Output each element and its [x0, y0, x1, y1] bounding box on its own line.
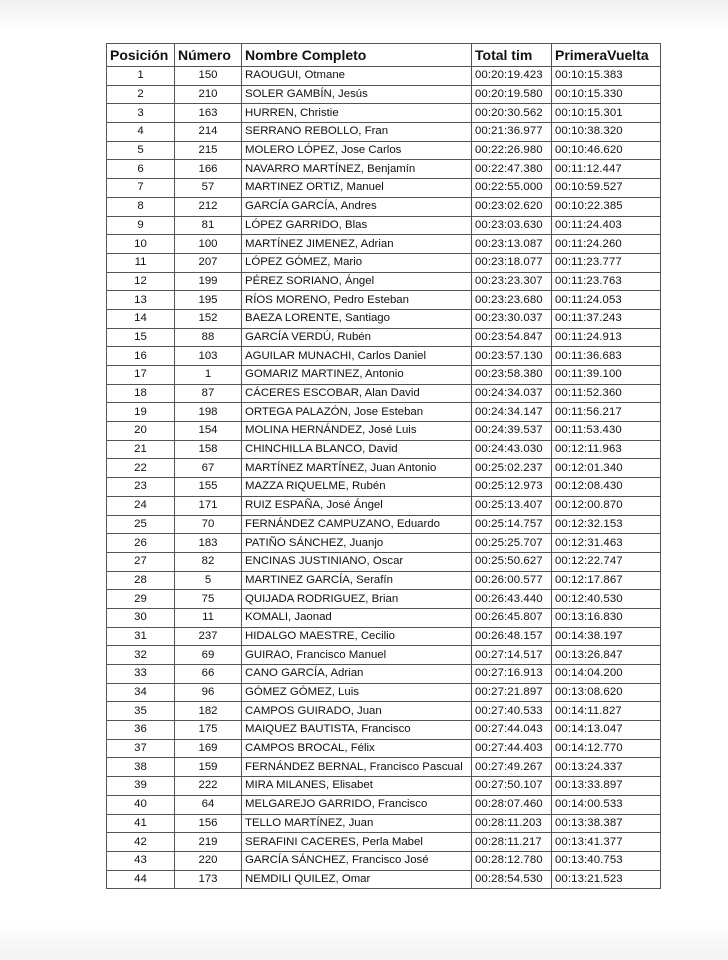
table-row: [107, 833, 661, 852]
name-cell: MARTÍNEZ MARTÍNEZ, Juan Antonio: [242, 459, 472, 478]
position-cell: 36: [107, 721, 175, 740]
number-cell: 75: [175, 590, 242, 609]
number-cell: 152: [175, 309, 242, 328]
total-time-cell: 00:22:26.980: [472, 141, 552, 160]
total-time-cell: 00:23:13.087: [472, 235, 552, 254]
total-time-cell: 00:25:13.407: [472, 496, 552, 515]
total-time-cell: 00:28:12.780: [472, 851, 552, 870]
first-lap-cell: 00:10:22.385: [552, 197, 661, 216]
position-cell: 43: [107, 851, 175, 870]
name-cell: MELGAREJO GARRIDO, Francisco: [242, 795, 472, 814]
number-cell: 171: [175, 496, 242, 515]
table-row: [107, 197, 661, 216]
name-cell: MAZZA RIQUELME, Rubén: [242, 478, 472, 497]
position-cell: 4: [107, 123, 175, 142]
name-cell: NAVARRO MARTÍNEZ, Benjamín: [242, 160, 472, 179]
total-time-cell: 00:28:11.203: [472, 814, 552, 833]
number-cell: 220: [175, 851, 242, 870]
total-time-cell: 00:24:39.537: [472, 422, 552, 441]
table-row: [107, 347, 661, 366]
number-cell: 158: [175, 440, 242, 459]
number-cell: 169: [175, 739, 242, 758]
first-lap-cell: 00:10:15.301: [552, 104, 661, 123]
table-row: [107, 515, 661, 534]
number-cell: 207: [175, 253, 242, 272]
first-lap-cell: 00:11:24.403: [552, 216, 661, 235]
first-lap-cell: 00:12:32.153: [552, 515, 661, 534]
name-cell: MIRA MILANES, Elisabet: [242, 777, 472, 796]
first-lap-cell: 00:12:08.430: [552, 478, 661, 497]
table-row: [107, 123, 661, 142]
number-cell: 11: [175, 608, 242, 627]
total-time-cell: 00:26:48.157: [472, 627, 552, 646]
first-lap-cell: 00:13:08.620: [552, 683, 661, 702]
number-cell: 199: [175, 272, 242, 291]
position-cell: 38: [107, 758, 175, 777]
position-cell: 29: [107, 590, 175, 609]
total-time-cell: 00:23:18.077: [472, 253, 552, 272]
first-lap-cell: 00:12:17.867: [552, 571, 661, 590]
total-time-cell: 00:20:19.423: [472, 67, 552, 86]
position-cell: 40: [107, 795, 175, 814]
position-cell: 14: [107, 309, 175, 328]
number-cell: 155: [175, 478, 242, 497]
name-cell: RÍOS MORENO, Pedro Esteban: [242, 291, 472, 310]
first-lap-cell: 00:11:24.913: [552, 328, 661, 347]
first-lap-cell: 00:13:38.387: [552, 814, 661, 833]
position-cell: 32: [107, 646, 175, 665]
total-time-cell: 00:23:54.847: [472, 328, 552, 347]
name-cell: GARCÍA SÁNCHEZ, Francisco José: [242, 851, 472, 870]
table-row: [107, 627, 661, 646]
number-cell: 237: [175, 627, 242, 646]
total-time-cell: 00:27:49.267: [472, 758, 552, 777]
number-cell: 156: [175, 814, 242, 833]
position-cell: 9: [107, 216, 175, 235]
first-lap-cell: 00:10:38.320: [552, 123, 661, 142]
number-cell: 5: [175, 571, 242, 590]
table-row: [107, 309, 661, 328]
name-cell: CAMPOS GUIRADO, Juan: [242, 702, 472, 721]
total-time-cell: 00:25:50.627: [472, 552, 552, 571]
name-cell: CÁCERES ESCOBAR, Alan David: [242, 384, 472, 403]
number-cell: 103: [175, 347, 242, 366]
table-row: [107, 67, 661, 86]
position-cell: 3: [107, 104, 175, 123]
table-row: [107, 496, 661, 515]
number-cell: 66: [175, 665, 242, 684]
header-first-lap: PrimeraVuelta: [552, 44, 661, 67]
name-cell: SERAFINI CACERES, Perla Mabel: [242, 833, 472, 852]
total-time-cell: 00:23:23.307: [472, 272, 552, 291]
position-cell: 18: [107, 384, 175, 403]
number-cell: 70: [175, 515, 242, 534]
total-time-cell: 00:25:12.973: [472, 478, 552, 497]
first-lap-cell: 00:11:56.217: [552, 403, 661, 422]
name-cell: MARTINEZ ORTIZ, Manuel: [242, 179, 472, 198]
name-cell: HURREN, Christie: [242, 104, 472, 123]
position-cell: 21: [107, 440, 175, 459]
first-lap-cell: 00:14:11.827: [552, 702, 661, 721]
position-cell: 42: [107, 833, 175, 852]
table-row: [107, 721, 661, 740]
name-cell: TELLO MARTÍNEZ, Juan: [242, 814, 472, 833]
table-row: [107, 758, 661, 777]
position-cell: 31: [107, 627, 175, 646]
first-lap-cell: 00:11:23.763: [552, 272, 661, 291]
number-cell: 163: [175, 104, 242, 123]
table-row: [107, 291, 661, 310]
results-table-header: [107, 44, 661, 67]
number-cell: 67: [175, 459, 242, 478]
first-lap-cell: 00:12:22.747: [552, 552, 661, 571]
total-time-cell: 00:23:23.680: [472, 291, 552, 310]
number-cell: 1: [175, 366, 242, 385]
total-time-cell: 00:21:36.977: [472, 123, 552, 142]
position-cell: 27: [107, 552, 175, 571]
total-time-cell: 00:23:30.037: [472, 309, 552, 328]
first-lap-cell: 00:11:12.447: [552, 160, 661, 179]
total-time-cell: 00:25:25.707: [472, 534, 552, 553]
name-cell: GÓMEZ GÓMEZ, Luis: [242, 683, 472, 702]
number-cell: 150: [175, 67, 242, 86]
name-cell: RAOUGUI, Otmane: [242, 67, 472, 86]
name-cell: LÓPEZ GÓMEZ, Mario: [242, 253, 472, 272]
results-table: [106, 43, 661, 889]
total-time-cell: 00:20:19.580: [472, 85, 552, 104]
position-cell: 41: [107, 814, 175, 833]
number-cell: 57: [175, 179, 242, 198]
table-row: [107, 235, 661, 254]
name-cell: LÓPEZ GARRIDO, Blas: [242, 216, 472, 235]
name-cell: SERRANO REBOLLO, Fran: [242, 123, 472, 142]
table-row: [107, 590, 661, 609]
name-cell: FERNÁNDEZ BERNAL, Francisco Pascual: [242, 758, 472, 777]
number-cell: 82: [175, 552, 242, 571]
table-row: [107, 478, 661, 497]
name-cell: GARCÍA VERDÚ, Rubén: [242, 328, 472, 347]
header-position: Posición: [107, 44, 175, 67]
position-cell: 10: [107, 235, 175, 254]
first-lap-cell: 00:10:59.527: [552, 179, 661, 198]
table-row: [107, 795, 661, 814]
name-cell: PÉREZ SORIANO, Ángel: [242, 272, 472, 291]
first-lap-cell: 00:12:11.963: [552, 440, 661, 459]
first-lap-cell: 00:11:39.100: [552, 366, 661, 385]
number-cell: 195: [175, 291, 242, 310]
header-total-time: Total tim: [472, 44, 552, 67]
name-cell: KOMALI, Jaonad: [242, 608, 472, 627]
total-time-cell: 00:23:02.620: [472, 197, 552, 216]
name-cell: CAMPOS BROCAL, Félix: [242, 739, 472, 758]
results-table-body: [107, 67, 661, 889]
first-lap-cell: 00:11:37.243: [552, 309, 661, 328]
number-cell: 159: [175, 758, 242, 777]
position-cell: 19: [107, 403, 175, 422]
total-time-cell: 00:23:58.380: [472, 366, 552, 385]
position-cell: 1: [107, 67, 175, 86]
number-cell: 210: [175, 85, 242, 104]
number-cell: 100: [175, 235, 242, 254]
position-cell: 12: [107, 272, 175, 291]
name-cell: SOLER GAMBÍN, Jesús: [242, 85, 472, 104]
name-cell: GARCÍA GARCÍA, Andres: [242, 197, 472, 216]
table-row: [107, 366, 661, 385]
table-row: [107, 141, 661, 160]
table-row: [107, 777, 661, 796]
number-cell: 214: [175, 123, 242, 142]
first-lap-cell: 00:10:15.330: [552, 85, 661, 104]
first-lap-cell: 00:12:00.870: [552, 496, 661, 515]
name-cell: CANO GARCÍA, Adrian: [242, 665, 472, 684]
total-time-cell: 00:25:02.237: [472, 459, 552, 478]
position-cell: 25: [107, 515, 175, 534]
total-time-cell: 00:28:54.530: [472, 870, 552, 889]
first-lap-cell: 00:10:15.383: [552, 67, 661, 86]
number-cell: 219: [175, 833, 242, 852]
position-cell: 34: [107, 683, 175, 702]
number-cell: 69: [175, 646, 242, 665]
first-lap-cell: 00:13:40.753: [552, 851, 661, 870]
table-row: [107, 851, 661, 870]
first-lap-cell: 00:12:01.340: [552, 459, 661, 478]
position-cell: 23: [107, 478, 175, 497]
name-cell: GUIRAO, Francisco Manuel: [242, 646, 472, 665]
first-lap-cell: 00:13:21.523: [552, 870, 661, 889]
total-time-cell: 00:24:43.030: [472, 440, 552, 459]
name-cell: ENCINAS JUSTINIANO, Oscar: [242, 552, 472, 571]
total-time-cell: 00:28:11.217: [472, 833, 552, 852]
position-cell: 17: [107, 366, 175, 385]
position-cell: 7: [107, 179, 175, 198]
position-cell: 20: [107, 422, 175, 441]
first-lap-cell: 00:14:13.047: [552, 721, 661, 740]
total-time-cell: 00:26:43.440: [472, 590, 552, 609]
number-cell: 166: [175, 160, 242, 179]
total-time-cell: 00:27:50.107: [472, 777, 552, 796]
table-row: [107, 272, 661, 291]
first-lap-cell: 00:13:26.847: [552, 646, 661, 665]
total-time-cell: 00:23:57.130: [472, 347, 552, 366]
name-cell: NEMDILI QUILEZ, Omar: [242, 870, 472, 889]
table-row: [107, 665, 661, 684]
first-lap-cell: 00:12:40.530: [552, 590, 661, 609]
name-cell: MARTÍNEZ JIMENEZ, Adrian: [242, 235, 472, 254]
position-cell: 33: [107, 665, 175, 684]
total-time-cell: 00:22:47.380: [472, 160, 552, 179]
header-name: Nombre Completo: [242, 44, 472, 67]
position-cell: 35: [107, 702, 175, 721]
total-time-cell: 00:27:21.897: [472, 683, 552, 702]
table-row: [107, 328, 661, 347]
table-row: [107, 179, 661, 198]
total-time-cell: 00:27:16.913: [472, 665, 552, 684]
table-row: [107, 534, 661, 553]
name-cell: MOLINA HERNÁNDEZ, José Luis: [242, 422, 472, 441]
first-lap-cell: 00:14:12.770: [552, 739, 661, 758]
first-lap-cell: 00:11:52.360: [552, 384, 661, 403]
table-row: [107, 571, 661, 590]
first-lap-cell: 00:13:41.377: [552, 833, 661, 852]
number-cell: 198: [175, 403, 242, 422]
position-cell: 13: [107, 291, 175, 310]
number-cell: 64: [175, 795, 242, 814]
name-cell: QUIJADA RODRIGUEZ, Brian: [242, 590, 472, 609]
total-time-cell: 00:28:07.460: [472, 795, 552, 814]
position-cell: 15: [107, 328, 175, 347]
first-lap-cell: 00:10:46.620: [552, 141, 661, 160]
number-cell: 173: [175, 870, 242, 889]
table-row: [107, 459, 661, 478]
position-cell: 39: [107, 777, 175, 796]
number-cell: 175: [175, 721, 242, 740]
first-lap-cell: 00:13:33.897: [552, 777, 661, 796]
position-cell: 24: [107, 496, 175, 515]
position-cell: 16: [107, 347, 175, 366]
name-cell: BAEZA LORENTE, Santiago: [242, 309, 472, 328]
table-row: [107, 403, 661, 422]
total-time-cell: 00:25:14.757: [472, 515, 552, 534]
table-row: [107, 739, 661, 758]
position-cell: 44: [107, 870, 175, 889]
total-time-cell: 00:20:30.562: [472, 104, 552, 123]
first-lap-cell: 00:11:36.683: [552, 347, 661, 366]
position-cell: 8: [107, 197, 175, 216]
table-row: [107, 702, 661, 721]
table-row: [107, 440, 661, 459]
total-time-cell: 00:23:03.630: [472, 216, 552, 235]
total-time-cell: 00:24:34.037: [472, 384, 552, 403]
number-cell: 154: [175, 422, 242, 441]
name-cell: MAIQUEZ BAUTISTA, Francisco: [242, 721, 472, 740]
table-row: [107, 216, 661, 235]
name-cell: AGUILAR MUNACHI, Carlos Daniel: [242, 347, 472, 366]
table-row: [107, 422, 661, 441]
header-row: [107, 44, 661, 67]
position-cell: 26: [107, 534, 175, 553]
number-cell: 215: [175, 141, 242, 160]
number-cell: 182: [175, 702, 242, 721]
table-row: [107, 870, 661, 889]
first-lap-cell: 00:11:53.430: [552, 422, 661, 441]
table-row: [107, 85, 661, 104]
table-row: [107, 646, 661, 665]
position-cell: 6: [107, 160, 175, 179]
first-lap-cell: 00:14:04.200: [552, 665, 661, 684]
header-number: Número: [175, 44, 242, 67]
name-cell: FERNÁNDEZ CAMPUZANO, Eduardo: [242, 515, 472, 534]
name-cell: GOMARIZ MARTINEZ, Antonio: [242, 366, 472, 385]
position-cell: 30: [107, 608, 175, 627]
table-row: [107, 683, 661, 702]
position-cell: 2: [107, 85, 175, 104]
total-time-cell: 00:27:14.517: [472, 646, 552, 665]
name-cell: ORTEGA PALAZÓN, Jose Esteban: [242, 403, 472, 422]
table-row: [107, 814, 661, 833]
total-time-cell: 00:26:45.807: [472, 608, 552, 627]
name-cell: PATIÑO SÁNCHEZ, Juanjo: [242, 534, 472, 553]
name-cell: RUIZ ESPAÑA, José Ángel: [242, 496, 472, 515]
table-row: [107, 384, 661, 403]
table-row: [107, 552, 661, 571]
first-lap-cell: 00:11:23.777: [552, 253, 661, 272]
table-row: [107, 104, 661, 123]
first-lap-cell: 00:11:24.053: [552, 291, 661, 310]
number-cell: 81: [175, 216, 242, 235]
name-cell: CHINCHILLA BLANCO, David: [242, 440, 472, 459]
position-cell: 11: [107, 253, 175, 272]
position-cell: 37: [107, 739, 175, 758]
total-time-cell: 00:27:40.533: [472, 702, 552, 721]
number-cell: 222: [175, 777, 242, 796]
first-lap-cell: 00:14:38.197: [552, 627, 661, 646]
name-cell: HIDALGO MAESTRE, Cecilio: [242, 627, 472, 646]
total-time-cell: 00:22:55.000: [472, 179, 552, 198]
first-lap-cell: 00:11:24.260: [552, 235, 661, 254]
total-time-cell: 00:24:34.147: [472, 403, 552, 422]
total-time-cell: 00:27:44.403: [472, 739, 552, 758]
first-lap-cell: 00:12:31.463: [552, 534, 661, 553]
first-lap-cell: 00:14:00.533: [552, 795, 661, 814]
table-row: [107, 253, 661, 272]
position-cell: 5: [107, 141, 175, 160]
total-time-cell: 00:27:44.043: [472, 721, 552, 740]
number-cell: 96: [175, 683, 242, 702]
number-cell: 87: [175, 384, 242, 403]
number-cell: 212: [175, 197, 242, 216]
position-cell: 28: [107, 571, 175, 590]
table-row: [107, 608, 661, 627]
number-cell: 88: [175, 328, 242, 347]
name-cell: MARTINEZ GARCÍA, Serafín: [242, 571, 472, 590]
number-cell: 183: [175, 534, 242, 553]
name-cell: MOLERO LÓPEZ, Jose Carlos: [242, 141, 472, 160]
total-time-cell: 00:26:00.577: [472, 571, 552, 590]
table-row: [107, 160, 661, 179]
position-cell: 22: [107, 459, 175, 478]
first-lap-cell: 00:13:24.337: [552, 758, 661, 777]
first-lap-cell: 00:13:16.830: [552, 608, 661, 627]
